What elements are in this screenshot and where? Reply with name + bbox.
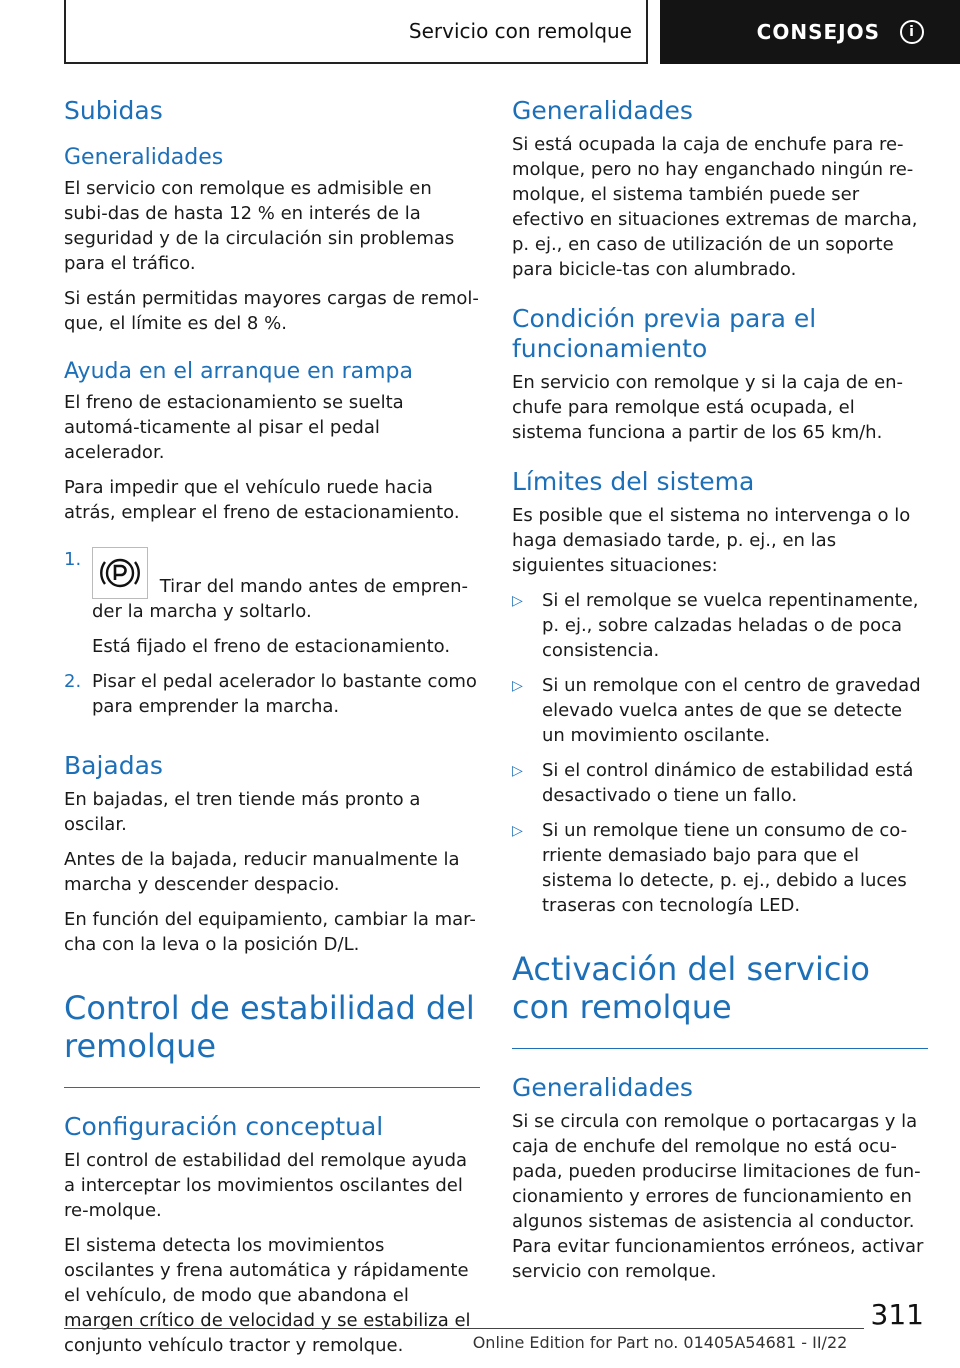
section-divider: [64, 1087, 480, 1088]
step-result: Está fijado el freno de estacionamiento.: [92, 636, 451, 657]
list-item: [512, 673, 928, 748]
footer-divider: [64, 1328, 864, 1329]
paragraph: Si está ocupada la caja de enchufe para re-molque, pero no hay enganchado ningún re-molque, el sistema también puede ser efectivo en situaciones extremas de marcha, p. ej., en caso de utilización de un soporte para bicicle-tas con alumbrado.: [512, 134, 918, 280]
heading-bajadas: Bajadas: [64, 751, 163, 780]
paragraph: El freno de estacionamiento se suelta automá-ticamente al pisar el pedal acelerador.: [64, 392, 404, 463]
list-item: [512, 588, 928, 663]
paragraph: El control de estabilidad del remolque ayuda a interceptar los movimientos oscilantes del re-molque.: [64, 1150, 468, 1221]
paragraph: Antes de la bajada, reducir manualmente la marcha y descender despacio.: [64, 849, 460, 895]
step-text: Tirar del mando antes de empren-der la marcha y soltarlo.: [92, 576, 468, 622]
paragraph: El sistema detecta los movimientos oscilantes y frena automática y rápidamente el vehículo, de modo que abandona el margen crítico de velocidad y se estabiliza el conjunto vehículo tractor y remolque.: [64, 1235, 471, 1356]
parking-brake-icon: [92, 547, 148, 599]
heading-condicion-previa: Condición previa para el funcionamiento: [512, 304, 817, 363]
list-item: [512, 818, 928, 918]
step-item: [64, 669, 480, 719]
step-number: 2.: [64, 671, 82, 692]
heading-ayuda-arranque: Ayuda en el arranque en rampa: [64, 359, 413, 384]
left-column: [64, 96, 480, 1368]
info-icon: i: [900, 20, 924, 44]
paragraph: El servicio con remolque es admisible en subi-das de hasta 12 % en interés de la seguridad y de la circulación sin problemas para el tráfico.: [64, 178, 455, 274]
right-column: [512, 96, 928, 1294]
list-item-text: Si un remolque tiene un consumo de co-rriente demasiado bajo para que el sistema lo detecte, p. ej., debido a luces traseras con tecnología LED.: [542, 820, 908, 916]
header-chapter-title: CONSEJOS: [756, 20, 880, 44]
step-text: Pisar el pedal acelerador lo bastante como para emprender la marcha.: [92, 671, 477, 717]
bullet-arrow-icon: ▷: [512, 823, 523, 839]
bullet-arrow-icon: ▷: [512, 593, 523, 609]
paragraph: En bajadas, el tren tiende más pronto a oscilar.: [64, 789, 421, 835]
list-item-text: Si el control dinámico de estabilidad está desactivado o tiene un fallo.: [542, 760, 914, 806]
section-divider: [512, 1048, 928, 1049]
paragraph: Es posible que el sistema no intervenga o lo haga demasiado tarde, p. ej., en las siguientes situaciones:: [512, 505, 911, 576]
list-item-text: Si el remolque se vuelca repentinamente, p. ej., sobre calzadas heladas o de poca consistencia.: [542, 590, 919, 661]
heading-limites-sistema: Límites del sistema: [512, 467, 755, 496]
bullet-arrow-icon: ▷: [512, 678, 523, 694]
heading-activacion: Activación del servicio con remolque: [512, 950, 870, 1026]
heading-subidas: Subidas: [64, 96, 163, 125]
step-number: 1.: [64, 549, 82, 570]
bullet-arrow-icon: ▷: [512, 763, 523, 779]
page-number: 311: [870, 1298, 924, 1331]
list-item: [512, 758, 928, 808]
header-chapter-tab: [660, 0, 960, 64]
paragraph: En servicio con remolque y si la caja de en-chufe para remolque está ocupada, el sistema funciona a partir de los 65 km/h.: [512, 372, 904, 443]
heading-generalidades: Generalidades: [512, 96, 693, 125]
paragraph: Si se circula con remolque o portacargas y la caja de enchufe del remolque no está ocu-pada, pueden producirse limitaciones de fun-cionamiento y errores de funcionamiento en algunos sistemas de asistencia al conductor. Para evitar funcionamientos erróneos, activar servicio con remolque.: [512, 1111, 924, 1282]
header-section-tab: [64, 0, 648, 64]
heading-generalidades: Generalidades: [512, 1073, 693, 1102]
list-item-text: Si un remolque con el centro de gravedad elevado vuelca antes de que se detecte un movimiento oscilante.: [542, 675, 921, 746]
step-item: [64, 547, 480, 659]
paragraph: En función del equipamiento, cambiar la mar-cha con la leva o la posición D/L.: [64, 909, 476, 955]
heading-configuracion: Configuración conceptual: [64, 1112, 384, 1141]
heading-generalidades: Generalidades: [64, 145, 224, 170]
paragraph: Si están permitidas mayores cargas de remol-que, el límite es del 8 %.: [64, 288, 479, 334]
heading-control-estabilidad: Control de estabilidad del remolque: [64, 989, 475, 1065]
footer-edition: Online Edition for Part no. 01405A54681 - II/22: [472, 1333, 848, 1352]
header-section-title: Servicio con remolque: [408, 19, 632, 43]
paragraph: Para impedir que el vehículo ruede hacia atrás, emplear el freno de estacionamiento.: [64, 477, 460, 523]
